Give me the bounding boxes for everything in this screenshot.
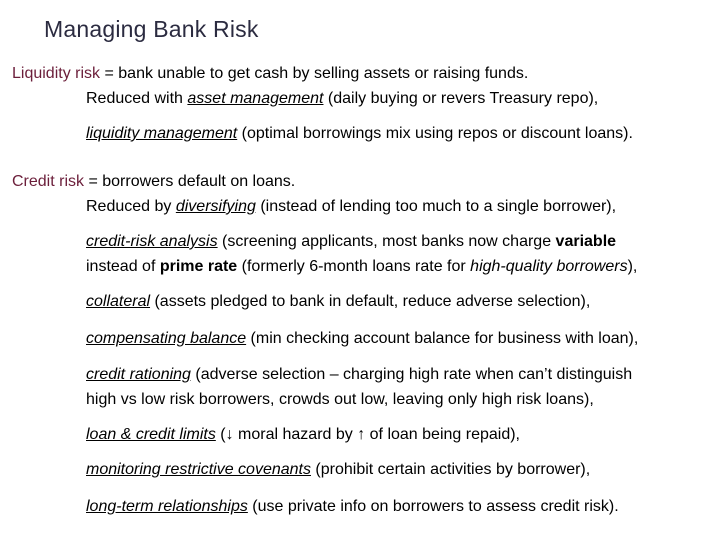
credit-rationing-line-1: [86, 365, 632, 385]
credit-risk-analysis-desc-d: ),: [627, 258, 638, 275]
asset-management-desc: (daily buying or revers Treasury repo),: [323, 90, 599, 107]
compensating-balance-desc: (min checking account balance for business with loan),: [246, 330, 639, 347]
restrictive-covenants-term: monitoring restrictive covenants: [86, 461, 311, 478]
credit-risk-text: = borrowers default on loans.: [84, 173, 296, 190]
compensating-balance-line: [86, 329, 638, 349]
asset-management-term: asset management: [187, 90, 324, 107]
credit-risk-term: Credit risk: [12, 173, 85, 190]
diversifying-term: diversifying: [175, 198, 256, 215]
restrictive-covenants-line: [86, 460, 590, 480]
page-title: Managing Bank Risk: [44, 16, 259, 42]
credit-rationing-desc-b: high vs low risk borrowers, crowds out low, leaving only high risk loans),: [86, 391, 594, 408]
loan-credit-limits-term: loan & credit limits: [86, 426, 216, 443]
asset-management-line: [86, 89, 598, 109]
credit-risk-analysis-desc-b: instead of: [86, 258, 160, 275]
credit-rationing-desc-a: (adverse selection – charging high rate when can’t distinguish: [190, 366, 633, 383]
credit-rationing-term: credit rationing: [86, 366, 191, 383]
long-term-relationships-line: [86, 497, 619, 517]
liquidity-risk-definition: [12, 64, 528, 84]
long-term-relationships-desc: (use private info on borrowers to assess credit risk).: [247, 498, 619, 515]
credit-rationing-line-2: [86, 390, 594, 410]
credit-risk-analysis-term: credit-risk analysis: [86, 233, 218, 250]
long-term-relationships-term: long-term relationships: [86, 498, 248, 515]
credit-risk-analysis-desc-c: (formerly 6-month loans rate for: [237, 258, 471, 275]
liquidity-management-line: [86, 124, 633, 144]
reduced-by-label: Reduced by: [86, 198, 176, 215]
collateral-term: collateral: [86, 293, 151, 310]
liquidity-management-term: liquidity management: [86, 125, 238, 142]
diversifying-line: [86, 197, 616, 217]
credit-risk-analysis-desc-a: (screening applicants, most banks now charge: [217, 233, 556, 250]
credit-risk-analysis-line-2: [86, 257, 637, 277]
collateral-line: [86, 292, 590, 312]
variable-term: variable: [555, 233, 617, 250]
loan-credit-limits-desc: (↓ moral hazard by ↑ of loan being repaid),: [215, 426, 520, 443]
loan-credit-limits-line: [86, 425, 520, 445]
collateral-desc: (assets pledged to bank in default, reduce adverse selection),: [150, 293, 591, 310]
prime-rate-term: prime rate: [159, 258, 238, 275]
credit-risk-definition: [12, 172, 295, 192]
credit-risk-analysis-line-1: [86, 232, 616, 252]
restrictive-covenants-desc: (prohibit certain activities by borrower),: [310, 461, 591, 478]
reduced-with-label: Reduced with: [86, 90, 188, 107]
liquidity-management-desc: (optimal borrowings mix using repos or discount loans).: [237, 125, 633, 142]
compensating-balance-term: compensating balance: [86, 330, 247, 347]
high-quality-borrowers-term: high-quality borrowers: [470, 258, 628, 275]
liquidity-risk-term: Liquidity risk: [12, 65, 101, 82]
diversifying-desc: (instead of lending too much to a single borrower),: [255, 198, 617, 215]
liquidity-risk-text: = bank unable to get cash by selling assets or raising funds.: [100, 65, 529, 82]
